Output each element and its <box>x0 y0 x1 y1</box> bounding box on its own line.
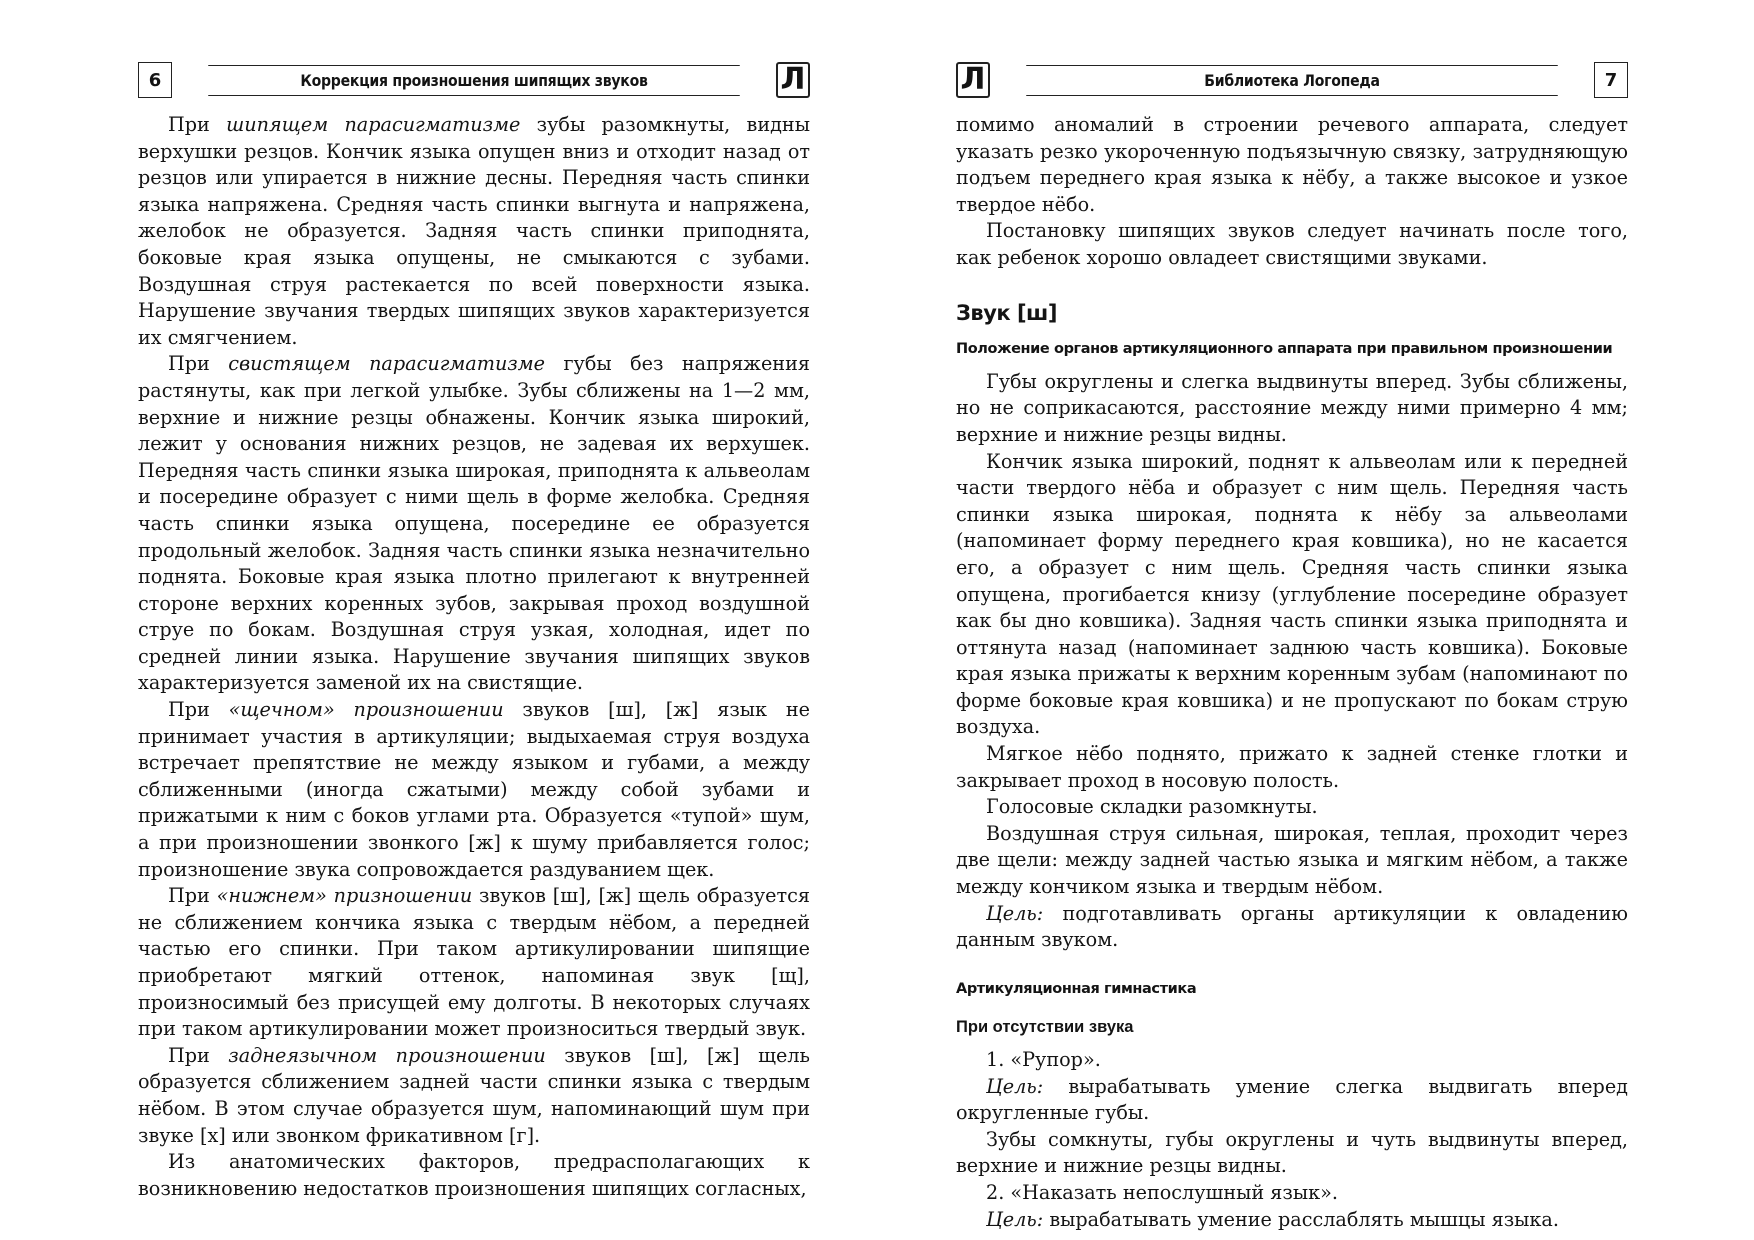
exercise-title: 1. «Рупор». <box>986 1048 1101 1071</box>
paragraph-text: звуков [ш], [ж] щель образуется не сближением кончика языка с твердым нёбом, а передней частью его спинки. При таком артикулировании шипящие приобретают мягкий оттенок, напоминая звук [щ], произносимый без присущей ему долготы. В некоторых случаях при таком артикулировании может произноситься твердый звук. <box>138 884 811 1041</box>
italic-term: «нижнем» призношении <box>216 884 473 908</box>
goal-paragraph <box>956 1074 1628 1127</box>
goal-paragraph <box>956 901 1628 954</box>
paragraph-text: Из анатомических факторов, предрасполагающих к возникновению недостатков произношения шипящих согласных, <box>138 1150 810 1200</box>
paragraph <box>138 112 810 351</box>
goal-label: Цель: <box>986 901 1044 925</box>
left-running-header <box>138 62 810 98</box>
exercise-description: Зубы сомкнуты, губы округлены и чуть выдвинуты вперед, верхние и нижние резцы видны. <box>956 1127 1628 1178</box>
right-page <box>956 62 1628 1233</box>
paragraph: Мягкое нёбо поднято, прижато к задней стенке глотки и закрывает проход в носовую полость. <box>956 742 1628 792</box>
paragraph <box>138 697 810 883</box>
paragraph: Голосовые складки разомкнуты. <box>986 795 1318 819</box>
right-page-body <box>956 112 1628 1233</box>
running-title: Коррекция произношения шипящих звуков <box>208 65 740 96</box>
section-title: Звук [ш] <box>956 300 1057 325</box>
goal-text: подготавливать органы артикуляции к овладению данным звуком. <box>956 901 1628 952</box>
left-page-body <box>138 112 810 1202</box>
paragraph-text: звуков [ш], [ж] щель образуется сближением задней части спинки языка с твердым нёбом. В этом случае образуется шум, напоминающий шум при звуке [х] или звонком фрикативном [г]. <box>138 1043 810 1147</box>
paragraph-text: зубы разомкнуты, видны верхушки резцов. Кончик языка опущен вниз и отходит назад от резцов или упирается в нижние десны. Передняя часть спинки языка напряжена. Средняя часть спинки выгнута и напряжена, желобок не образуется. Задняя часть спинки приподнята, боковые края языка опущены, не смыкаются с зубами. Воздушная струя растекается по всей поверхности языка. Нарушение звучания твердых шипящих звуков характеризуется их смягчением. <box>138 113 810 349</box>
right-running-header <box>956 62 1628 98</box>
italic-term: заднеязычном произношении <box>228 1043 546 1067</box>
logo-icon: Л <box>956 62 990 98</box>
page-number: 6 <box>138 62 172 98</box>
italic-term: «щечном» произношении <box>228 698 504 722</box>
paragraph-text: звуков [ш], [ж] язык не принимает участия в артикуляции; выдыхаемая струя воздуха встречает препятствие не между языком и губами, а между сближенными (иногда сжатыми) между собой зубами и прижатыми к ним с боков углами рта. Образуется «тупой» шум, а при произношении звонкого [ж] к шуму прибавляется голос; произношение звука сопровождается раздуванием щек. <box>138 698 810 881</box>
left-page <box>138 62 810 1202</box>
continued-paragraph: помимо аномалий в строении речевого аппарата, следует указать резко укороченную подъязычную связку, затрудняющую подъем переднего края языка к нёбу, а также высокое и узкое твердое нёбо. <box>956 113 1628 216</box>
paragraph <box>138 883 810 1043</box>
paragraph <box>138 1043 810 1149</box>
goal-text: вырабатывать умение слегка выдвигать вперед округленные губы. <box>956 1074 1628 1125</box>
paragraph <box>138 1149 810 1202</box>
paragraph: Постановку шипящих звуков следует начинать после того, как ребенок хорошо овладеет свистящими звуками. <box>956 219 1628 269</box>
subsection-title-position: Положение органов артикуляционного аппарата при правильном произношении <box>956 341 1613 358</box>
subsection-title-gymnastics: Артикуляционная гимнастика <box>956 980 1197 997</box>
page-number: 7 <box>1594 62 1628 98</box>
paragraph: Губы округлены и слегка выдвинуты вперед. Зубы сближены, но не соприкасаются, расстояние между ними примерно 4 мм; верхние и нижние резцы видны. <box>956 369 1628 446</box>
subsection-title-absence: При отсутствии звука <box>956 1018 1134 1037</box>
exercise-title: 2. «Наказать непослушный язык». <box>986 1180 1338 1204</box>
paragraph: Воздушная струя сильная, широкая, теплая, проходит через две щели: между задней частью языка и мягким нёбом, а также между кончиком языка и твердым нёбом. <box>956 821 1628 899</box>
paragraph: Кончик языка широкий, поднят к альвеолам или к передней части твердого нёба и образует с ним щель. Передняя часть спинки языка широкая, поднята к нёбу за альвеолами (напоминает форму переднего края ковшика), но не касается его, а образует с ним щель. Средняя часть спинки языка опущена, прогибается книзу (углубление посередине образует как бы дно ковшика). Задняя часть спинки языка приподнята и оттянута назад (напоминает заднюю часть ковшика). Боковые края языка прижаты к верхним коренным зубам (напоминают по форме боковые края ковшика) и не пропускают по бокам струю воздуха. <box>956 449 1628 739</box>
italic-term: свистящем парасигматизме <box>228 352 546 376</box>
paragraph-lead: При <box>168 698 229 722</box>
paragraph-lead: При <box>168 884 217 908</box>
paragraph-lead: При <box>168 113 227 136</box>
logo-icon: Л <box>776 62 810 98</box>
goal-text: вырабатывать умение расслаблять мышцы языка. <box>1043 1207 1559 1231</box>
goal-label: Цель: <box>986 1074 1044 1098</box>
paragraph <box>138 351 810 697</box>
paragraph-text: губы без напряжения растянуты, как при легкой улыбке. Зубы сближены на 1—2 мм, верхние и нижние резцы обнажены. Кончик языка широкий, лежит у основания нижних резцов, не задевая их верхушек. Передняя часть спинки языка широкая, приподнята к альвеолам и посередине образует с ними щель в форме желобка. Средняя часть спинки языка опущена, посередине ее образуется продольный желобок. Задняя часть спинки языка незначительно поднята. Боковые края языка плотно прилегают к внутренней стороне верхних коренных зубов, закрывая проход воздушной струе по бокам. Воздушная струя узкая, холодная, идет по средней линии языка. Нарушение звучания шипящих звуков характеризуется заменой их на свистящие. <box>138 352 810 695</box>
goal-label: Цель: <box>986 1207 1044 1231</box>
paragraph-lead: При <box>168 1043 229 1067</box>
goal-paragraph <box>956 1207 1628 1234</box>
paragraph-lead: При <box>168 352 229 376</box>
running-title: Библиотека Логопеда <box>1026 65 1558 96</box>
italic-term: шипящем парасигматизме <box>226 113 521 136</box>
